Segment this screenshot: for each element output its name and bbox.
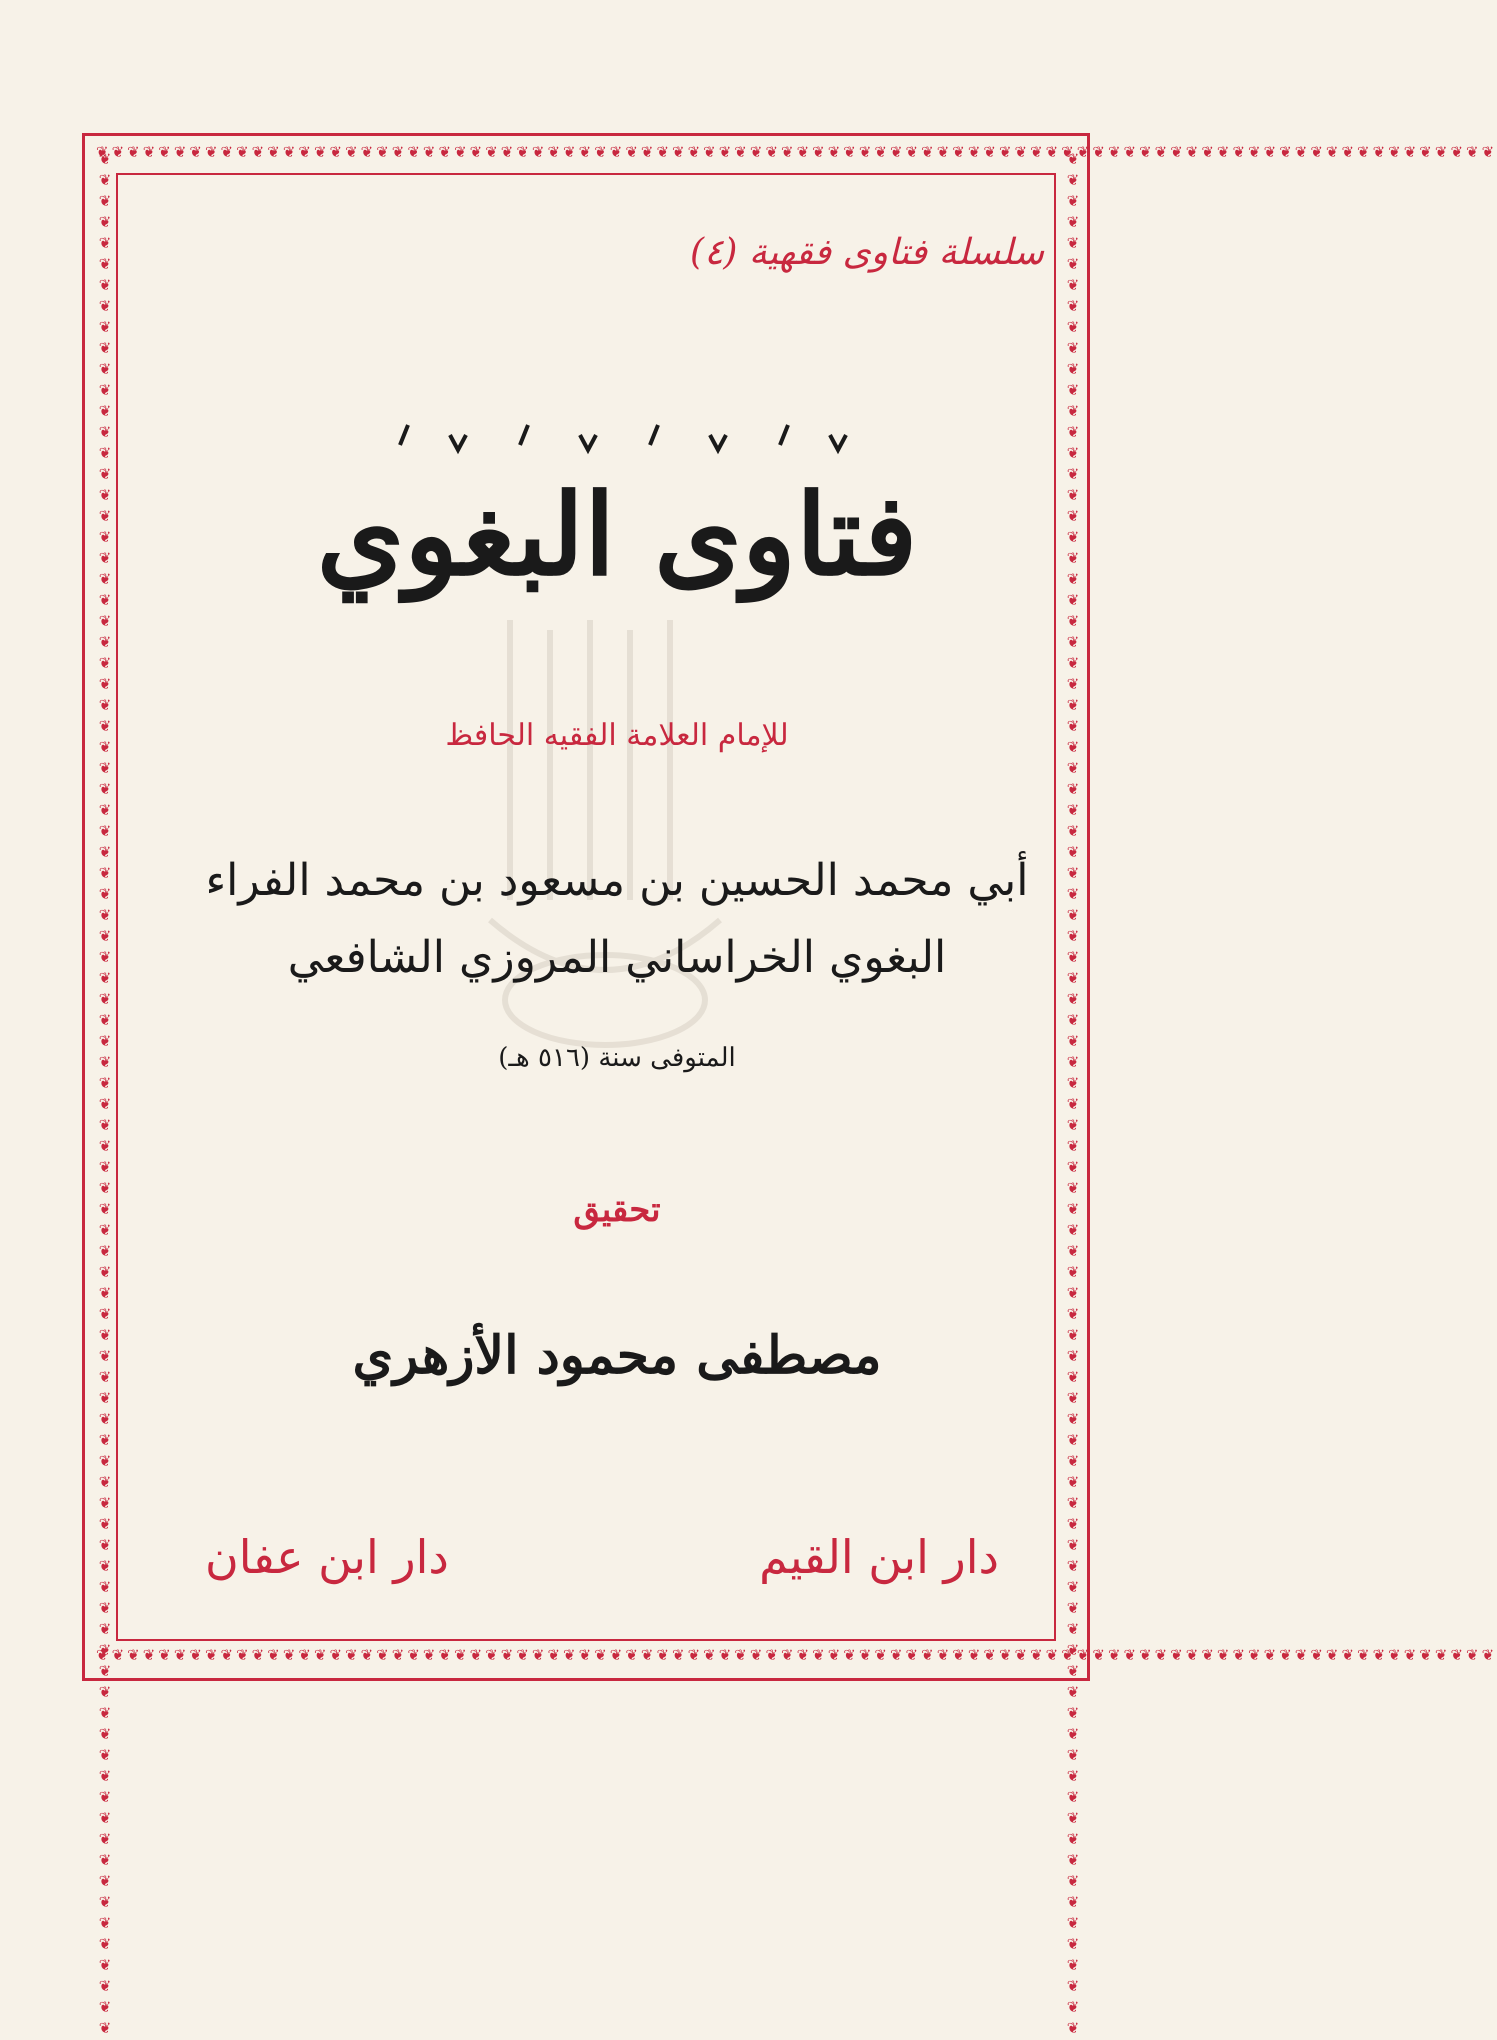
series-title: سلسلة فتاوى فقهية (٤) bbox=[690, 232, 1044, 273]
watermark-calligraphy bbox=[470, 600, 740, 1070]
border-ornament-right: ❦❦❦❦❦❦❦❦❦❦❦❦❦❦❦❦❦❦❦❦❦❦❦❦❦❦❦❦❦❦❦❦❦❦❦❦❦❦❦❦❦❦❦❦❦❦❦❦❦❦❦❦❦❦❦❦❦❦❦❦❦❦❦❦❦❦❦❦❦❦❦❦❦❦❦❦❦❦❦❦❦❦❦❦❦❦❦❦❦❦ bbox=[1064, 150, 1082, 2040]
border-ornament-top: ❦❦❦❦❦❦❦❦❦❦❦❦❦❦❦❦❦❦❦❦❦❦❦❦❦❦❦❦❦❦❦❦❦❦❦❦❦❦❦❦❦❦❦❦❦❦❦❦❦❦❦❦❦❦❦❦❦❦❦❦❦❦❦❦❦❦❦❦❦❦❦❦❦❦❦❦❦❦❦❦❦❦❦❦❦❦❦❦❦❦ bbox=[96, 143, 1497, 161]
book-title: فتاوى البغوي bbox=[316, 470, 918, 601]
publisher-right: دار ابن القيم bbox=[759, 1530, 999, 1584]
border-ornament-bottom: ❦❦❦❦❦❦❦❦❦❦❦❦❦❦❦❦❦❦❦❦❦❦❦❦❦❦❦❦❦❦❦❦❦❦❦❦❦❦❦❦❦❦❦❦❦❦❦❦❦❦❦❦❦❦❦❦❦❦❦❦❦❦❦❦❦❦❦❦❦❦❦❦❦❦❦❦❦❦❦❦❦❦❦❦❦❦❦❦❦❦ bbox=[96, 1646, 1497, 1664]
author-line-2: البغوي الخراساني المروزي الشافعي bbox=[287, 932, 947, 983]
border-ornament-left: ❦❦❦❦❦❦❦❦❦❦❦❦❦❦❦❦❦❦❦❦❦❦❦❦❦❦❦❦❦❦❦❦❦❦❦❦❦❦❦❦❦❦❦❦❦❦❦❦❦❦❦❦❦❦❦❦❦❦❦❦❦❦❦❦❦❦❦❦❦❦❦❦❦❦❦❦❦❦❦❦❦❦❦❦❦❦❦❦❦❦ bbox=[96, 150, 114, 2040]
author-line-1: أبي محمد الحسين بن مسعود بن محمد الفراء bbox=[205, 855, 1029, 906]
publisher-left: دار ابن عفان bbox=[205, 1530, 449, 1584]
imam-line: للإمام العلامة الفقيه الحافظ bbox=[445, 718, 789, 753]
tahqiq-label: تحقيق bbox=[573, 1190, 661, 1230]
editor-name: مصطفى محمود الأزهري bbox=[352, 1325, 882, 1386]
death-date: المتوفى سنة (٥١٦ هـ) bbox=[498, 1043, 736, 1073]
title-diacritics bbox=[380, 405, 860, 465]
